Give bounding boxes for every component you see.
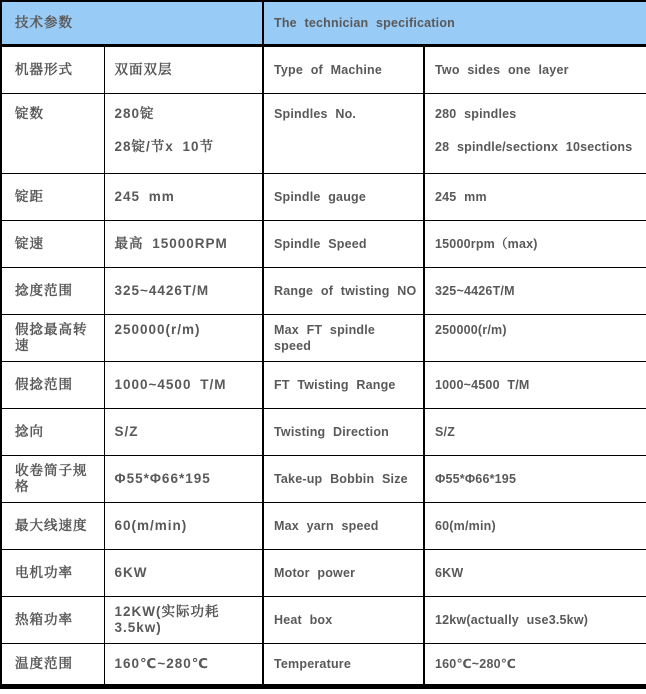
param-value-cn [104,220,263,267]
table-header-row [1,1,646,45]
cell-text-line: Type of Machine [274,62,383,77]
cell-text-line: 280 spindles [435,106,517,121]
param-value-cn [104,455,263,502]
param-value-cn [104,267,263,314]
cell-text-line: 6KW [435,565,464,580]
cell-text-line: 160℃~280℃ [114,655,210,671]
cell-text-line: 1000~4500 T/M [114,376,227,392]
table-row [1,45,646,93]
param-name-cn [1,173,104,220]
cell-text-line: 15000rpm（max) [435,236,538,251]
param-name-en [263,45,424,93]
param-name-en [263,643,424,686]
table-row [1,93,646,173]
param-value-en [424,596,646,643]
cell-text-line: 假捻最高转速 [15,321,88,353]
spec-table-body [1,45,646,686]
cell-text-line: Φ55*Φ66*195 [435,471,517,486]
cell-text-line: 锭数 [15,105,44,121]
table-row [1,643,646,686]
table-row [1,173,646,220]
table-row [1,361,646,408]
param-name-en [263,173,424,220]
param-name-cn [1,314,104,361]
cell-text-line: 245 mm [435,189,487,204]
cell-text-line: Motor power [274,565,356,580]
param-name-en [263,408,424,455]
cell-text-line: Twisting Direction [274,424,390,439]
param-name-cn [1,220,104,267]
header-title-en: The technician specification [263,1,646,45]
cell-text-line: 双面双层 [114,61,173,77]
cell-text-line: S/Z [435,424,456,439]
param-value-cn [104,502,263,549]
param-value-cn [104,93,263,173]
param-value-en [424,173,646,220]
cell-text-line: 收卷筒子规格 [15,462,88,494]
cell-text-line: Temperature [274,656,351,671]
param-value-en [424,549,646,596]
param-value-cn [104,643,263,686]
header-title-cn: 技术参数 [1,1,263,45]
table-row [1,267,646,314]
table-row [1,408,646,455]
param-value-en [424,502,646,549]
cell-text-line: 12KW(实际功耗3.5kw) [114,603,220,635]
cell-text-line: 1000~4500 T/M [435,377,530,392]
cell-text-line: 60(m/min) [435,518,496,533]
param-name-en [263,93,424,173]
table-row [1,455,646,502]
cell-text-line: 捻向 [15,423,44,439]
cell-text-line: Two sides one layer [435,62,569,77]
param-value-en [424,455,646,502]
param-value-cn [104,314,263,361]
cell-text-line: 250000(r/m) [114,321,201,337]
param-name-en [263,502,424,549]
cell-text-line: S/Z [114,423,139,439]
cell-text-line: Φ55*Φ66*195 [114,470,211,486]
cell-text-line: 6KW [114,564,148,580]
param-value-cn [104,549,263,596]
table-row [1,549,646,596]
param-name-en [263,596,424,643]
cell-text-line: 捻度范围 [15,282,73,298]
param-value-en [424,643,646,686]
cell-text-line: 245 mm [114,188,175,204]
param-value-en [424,361,646,408]
cell-text-line: 最大线速度 [15,517,88,533]
cell-text-line: Spindle Speed [274,236,367,251]
cell-text-line: Take-up Bobbin Size [274,471,408,486]
cell-text-line: Range of twisting NO [274,283,417,298]
cell-text-line: 12kw(actually use3.5kw) [435,612,589,627]
param-name-en [263,361,424,408]
cell-text-line: Spindles No. [274,106,357,121]
table-row [1,502,646,549]
cell-text-line: Heat box [274,612,333,627]
param-name-cn [1,455,104,502]
cell-text-line: 假捻范围 [15,376,73,392]
param-value-cn [104,361,263,408]
param-value-en [424,220,646,267]
param-name-cn [1,596,104,643]
cell-text-line: 锭速 [15,235,44,251]
cell-text-line: 28 spindle/sectionx 10sections [435,139,633,154]
param-value-en [424,408,646,455]
cell-text-line: 28锭/节x 10节 [114,138,215,154]
cell-text-line: FT Twisting Range [274,377,396,392]
cell-text-line: 325~4426T/M [114,282,210,298]
param-name-cn [1,408,104,455]
param-name-cn [1,502,104,549]
cell-text-line: 最高 15000RPM [114,235,228,251]
param-name-cn [1,93,104,173]
cell-text-line: 250000(r/m) [435,322,507,337]
param-name-cn [1,361,104,408]
cell-text-line: 机器形式 [15,61,73,77]
cell-text-line: 电机功率 [15,564,73,580]
param-value-en [424,314,646,361]
param-name-cn [1,549,104,596]
cell-text-line: 160℃~280℃ [435,656,517,671]
cell-text-line: Spindle gauge [274,189,367,204]
param-name-cn [1,45,104,93]
param-name-en [263,549,424,596]
param-value-cn [104,173,263,220]
cell-text-line: 锭距 [15,188,44,204]
param-value-cn [104,596,263,643]
param-name-en [263,220,424,267]
cell-text-line: 热箱功率 [15,611,73,627]
param-name-en [263,267,424,314]
param-value-en [424,93,646,173]
cell-text-line: 60(m/min) [114,517,188,533]
cell-text-line: 325~4426T/M [435,283,515,298]
param-value-en [424,267,646,314]
cell-text-line: Max FT spindle speed [274,322,376,353]
param-name-cn [1,267,104,314]
param-value-en [424,45,646,93]
cell-text-line: 280锭 [114,105,155,121]
param-name-cn [1,643,104,686]
param-value-cn [104,45,263,93]
param-name-en [263,455,424,502]
param-value-cn [104,408,263,455]
table-row [1,314,646,361]
table-row [1,596,646,643]
cell-text-line: 温度范围 [15,655,73,671]
param-name-en [263,314,424,361]
table-row [1,220,646,267]
cell-text-line: Max yarn speed [274,518,379,533]
